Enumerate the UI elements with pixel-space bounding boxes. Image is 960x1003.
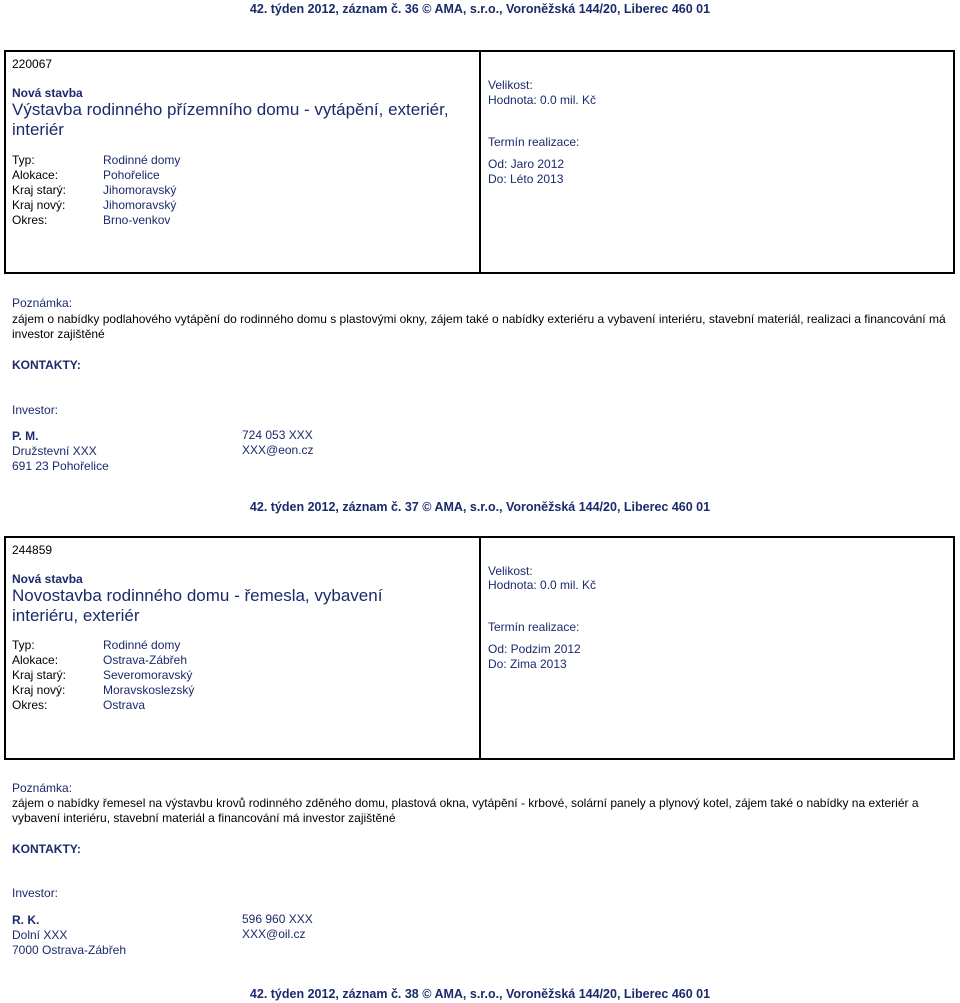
value-kraj-novy: Jihomoravský [103,198,177,212]
label-okres: Okres: [12,698,48,712]
label-kraj-novy: Kraj nový: [12,683,66,697]
label-poznamka: Poznámka: [12,296,73,310]
detail-row-kraj-stary [12,668,192,683]
label-kraj-stary: Kraj starý: [12,183,67,197]
detail-row-typ [12,153,180,168]
investor-street: Dolní XXX [12,928,68,942]
detail-row-okres [12,698,145,713]
label-investor: Investor: [12,403,59,417]
value-okres: Ostrava [103,698,146,712]
investor-city: 7000 Ostrava-Zábřeh [12,943,127,957]
label-alokace: Alokace: [12,653,59,667]
value-kraj-stary: Jihomoravský [103,183,177,197]
label-velikost: Velikost: [488,78,533,92]
value-typ: Rodinné domy [103,638,181,652]
record-id: 244859 [12,543,53,557]
label-kontakty: KONTAKTY: [12,358,81,372]
value-do: Do: Zima 2013 [488,657,567,671]
detail-row-kraj-novy [12,683,194,698]
value-kraj-novy: Moravskoslezský [103,683,195,697]
investor-phone: 724 053 XXX [242,428,313,442]
value-okres: Brno-venkov [103,213,171,227]
record-header: 42. týden 2012, záznam č. 36 © AMA, s.r.o., Voroněžská 144/20, Liberec 460 01 [249,2,711,16]
record-category: Nová stavba [12,572,83,586]
detail-row-alokace [12,653,187,668]
label-typ: Typ: [12,153,35,167]
detail-row-kraj-novy [12,198,176,213]
label-kontakty: KONTAKTY: [12,842,81,856]
label-typ: Typ: [12,638,35,652]
investor-name: P. M. [12,429,39,443]
value-typ: Rodinné domy [103,153,181,167]
label-okres: Okres: [12,213,48,227]
record-note: zájem o nabídky podlahového vytápění do rodinného domu s plastovými okny, zájem také o nabídky exteriéru a vybavení interiéru, stavební materiál, realizaci a financování má investor zajištěné [12,312,946,341]
column-divider [479,52,481,272]
investor-street: Družstevní XXX [12,444,97,458]
value-kraj-stary: Severomoravský [103,668,193,682]
label-kraj-novy: Kraj nový: [12,198,66,212]
label-termin: Termín realizace: [488,135,580,149]
record-id: 220067 [12,57,53,71]
detail-row-kraj-stary [12,183,176,198]
investor-email: XXX@eon.cz [242,443,314,457]
detail-row-typ [12,638,180,653]
record-header: 42. týden 2012, záznam č. 37 © AMA, s.r.o., Voroněžská 144/20, Liberec 460 01 [249,500,711,514]
value-hodnota: Hodnota: 0.0 mil. Kč [488,93,597,107]
detail-row-alokace [12,168,160,183]
label-investor: Investor: [12,886,59,900]
label-termin: Termín realizace: [488,620,580,634]
value-alokace: Pohořelice [103,168,160,182]
column-divider [479,538,481,758]
record-note: zájem o nabídky řemesel na výstavbu krovů rodinného zděného domu, plastová okna, vytápění - krbové, solární panely a plynový kotel, zájem také o nabídky na exteriér a vybavení interiéru, stavební materiál a financování má investor zajištěné [12,796,919,825]
label-poznamka: Poznámka: [12,781,73,795]
label-alokace: Alokace: [12,168,59,182]
investor-email: XXX@oil.cz [242,927,306,941]
record-header: 42. týden 2012, záznam č. 38 © AMA, s.r.o., Voroněžská 144/20, Liberec 460 01 [249,987,711,1001]
value-alokace: Ostrava-Zábřeh [103,653,188,667]
record-category: Nová stavba [12,86,83,100]
value-od: Od: Podzim 2012 [488,642,581,656]
investor-city: 691 23 Pohořelice [12,459,109,473]
label-velikost: Velikost: [488,564,533,578]
record-title: Novostavba rodinného domu - řemesla, vybavení interiéru, exteriér [12,586,383,625]
detail-row-okres [12,213,170,228]
value-od: Od: Jaro 2012 [488,157,565,171]
label-kraj-stary: Kraj starý: [12,668,67,682]
value-do: Do: Léto 2013 [488,172,564,186]
investor-name: R. K. [12,913,40,927]
value-hodnota: Hodnota: 0.0 mil. Kč [488,578,597,592]
record-title: Výstavba rodinného přízemního domu - vytápění, exteriér, interiér [12,100,449,139]
investor-phone: 596 960 XXX [242,912,313,926]
